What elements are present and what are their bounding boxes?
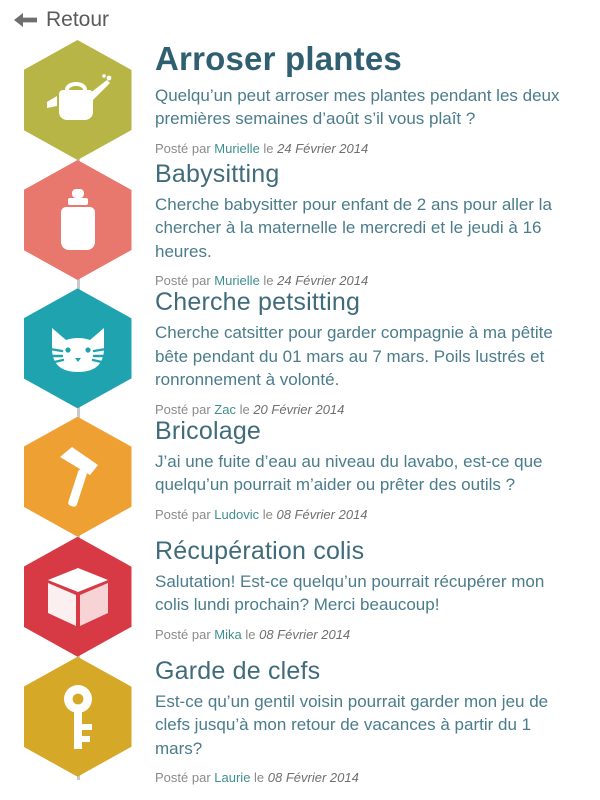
app-header	[0, 0, 600, 40]
entry-meta	[155, 627, 582, 642]
entry-date: 24 Février 2014	[277, 140, 369, 156]
key-icon	[24, 657, 132, 777]
on-label: le	[262, 506, 273, 522]
list-item[interactable]	[0, 657, 600, 785]
entry-icon-wrap	[0, 40, 155, 160]
entry-meta	[155, 141, 582, 156]
entry-title: Récupération colis	[155, 536, 365, 565]
entry-author[interactable]: Laurie	[214, 770, 251, 786]
entry-text: Cherche catsitter pour garder compagnie à ma pêtite bête pendant du 01 mars au 7 mars. Poils lustrés et ronronnement à volonté.	[155, 323, 553, 390]
watering-can-icon	[24, 40, 132, 160]
entry-meta	[155, 402, 582, 417]
entry-meta	[155, 770, 582, 785]
entry-icon-wrap	[0, 160, 155, 280]
list-item[interactable]	[0, 537, 600, 657]
on-label: le	[239, 401, 250, 417]
list-item[interactable]	[0, 288, 600, 416]
posted-by-label: Posté par	[155, 273, 211, 289]
list-item[interactable]	[0, 417, 600, 537]
entry-body	[155, 288, 600, 416]
list-item[interactable]	[0, 40, 600, 160]
entry-title: Babysitting	[155, 160, 280, 188]
entry-text: Est-ce qu’un gentil voisin pourrait garder mon jeu de clefs jusqu’à mon retour de vacances à partir du 1 mars?	[155, 691, 549, 758]
entry-icon-wrap	[0, 417, 155, 537]
posted-by-label: Posté par	[155, 401, 211, 417]
posted-by-label: Posté par	[155, 140, 211, 156]
list-item[interactable]	[0, 160, 600, 288]
entry-icon-wrap	[0, 288, 155, 408]
entry-title: Bricolage	[155, 416, 262, 445]
entry-title: Garde de clefs	[155, 656, 321, 685]
entry-text: J’ai une fuite d’eau au niveau du lavabo, est-ce que quelqu’un pourrait m’aider ou prêter des outils ?	[155, 451, 543, 495]
cat-icon	[24, 288, 132, 408]
posted-by-label: Posté par	[155, 770, 211, 786]
entry-author[interactable]: Mika	[214, 626, 242, 642]
on-label: le	[263, 273, 274, 289]
back-button-label[interactable]: Retour	[46, 8, 110, 31]
entry-body	[155, 40, 600, 156]
entry-title: Arroser plantes	[155, 40, 402, 77]
entry-text: Quelqu’un peut arroser mes plantes pendant les deux premières semaines d’août s’il vous plaît ?	[155, 86, 560, 129]
entry-title: Cherche petsitting	[155, 288, 361, 317]
posted-by-label: Posté par	[155, 506, 211, 522]
entry-author[interactable]: Ludovic	[214, 506, 260, 522]
entry-text: Cherche babysitter pour enfant de 2 ans pour aller la chercher à la maternelle le mercredi et le jeudi à 16 heures.	[155, 195, 552, 261]
entry-date: 08 Février 2014	[259, 626, 351, 642]
entry-date: 08 Février 2014	[267, 770, 359, 786]
entry-date: 08 Février 2014	[276, 506, 368, 522]
entry-text: Salutation! Est-ce quelqu’un pourrait récupérer mon colis lundi prochain? Merci beaucoup!	[155, 571, 545, 615]
entry-body	[155, 537, 600, 642]
entry-author[interactable]: Zac	[214, 401, 236, 417]
entry-author[interactable]: Murielle	[214, 273, 260, 289]
baby-bottle-icon	[24, 160, 132, 280]
posted-by-label: Posté par	[155, 626, 211, 642]
entry-body	[155, 160, 600, 288]
on-label: le	[263, 140, 274, 156]
entry-meta	[155, 507, 582, 522]
announcement-list	[0, 40, 600, 785]
hammer-icon	[24, 417, 132, 537]
entry-body	[155, 657, 600, 785]
on-label: le	[245, 626, 256, 642]
entry-icon-wrap	[0, 537, 155, 657]
entry-date: 24 Février 2014	[277, 273, 369, 289]
entry-date: 20 Février 2014	[253, 401, 345, 417]
entry-meta	[155, 273, 582, 288]
entry-author[interactable]: Murielle	[214, 140, 260, 156]
entry-body	[155, 417, 600, 522]
arrow-left-icon[interactable]	[10, 5, 40, 35]
entry-icon-wrap	[0, 657, 155, 777]
package-box-icon	[24, 537, 132, 657]
on-label: le	[254, 770, 265, 786]
